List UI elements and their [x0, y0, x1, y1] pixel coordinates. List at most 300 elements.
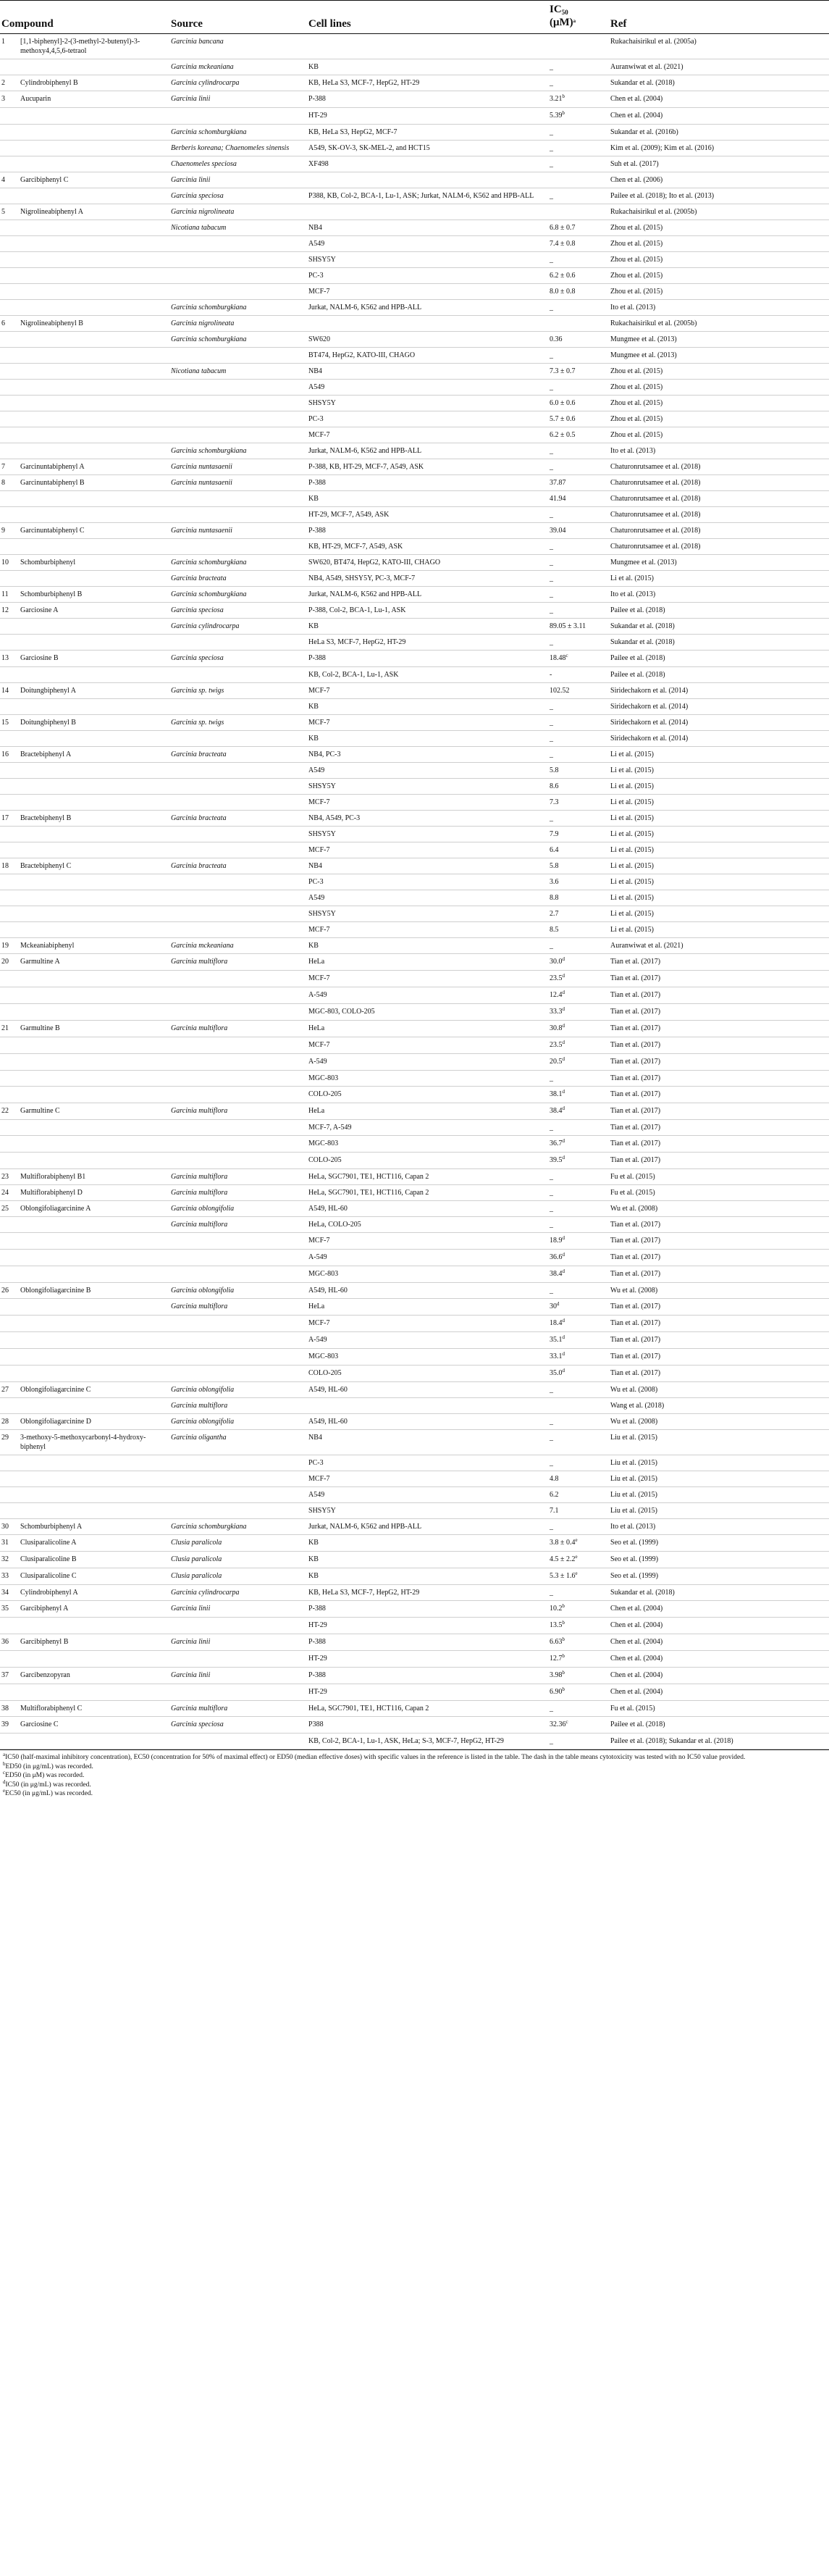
compound-name-text: Garcinuntabiphenyl B — [20, 479, 85, 487]
source-species — [168, 1552, 306, 1568]
reference-text: Liu et al. (2015) — [610, 1507, 657, 1515]
source-species — [168, 475, 306, 491]
cell-lines — [306, 1382, 547, 1398]
ic50-value-text: 89.05 ± 3.11 — [550, 622, 586, 630]
compound-name — [17, 1217, 168, 1233]
compound-number — [0, 427, 17, 443]
compound-number — [0, 507, 17, 523]
table-row — [0, 1651, 829, 1668]
cell-lines-text: BT474, HepG2, KATO-III, CHAGO — [308, 351, 416, 359]
source-species-text: Garcinia linii — [171, 176, 211, 184]
compound-number — [0, 300, 17, 316]
table-row — [0, 1717, 829, 1734]
footnote-mark: b — [3, 1760, 6, 1767]
compound-name — [17, 954, 168, 971]
compound-number-text: 21 — [1, 1024, 9, 1032]
reference — [607, 1717, 829, 1734]
reference — [607, 332, 829, 348]
ic50-value — [547, 91, 607, 108]
reference-text: Rukachaisirikul et al. (2005b) — [610, 208, 697, 216]
ic50-value — [547, 571, 607, 587]
cell-lines-text: A549, HL-60 — [308, 1287, 348, 1295]
reference-text: Mungmee et al. (2013) — [610, 559, 677, 566]
source-species — [168, 380, 306, 396]
ic50-value-text: - — [550, 671, 552, 679]
ic50-value — [547, 1519, 607, 1535]
ic50-value — [547, 1651, 607, 1668]
cell-lines — [306, 1734, 547, 1749]
ic50-value-text: 33.3 — [550, 1008, 563, 1016]
compound-number-text: 39 — [1, 1720, 9, 1728]
source-species-text: Garcinia schomburgkiana — [171, 1523, 247, 1531]
ic50-value-text: _ — [550, 1589, 554, 1597]
ic50-value-text: _ — [550, 1434, 554, 1442]
table-row — [0, 1283, 829, 1299]
ic50-footnote-mark: d — [562, 1268, 565, 1274]
reference — [607, 1601, 829, 1618]
ic50-value-text: _ — [550, 606, 554, 614]
ic50-value-text: _ — [550, 1386, 554, 1394]
cell-lines — [306, 890, 547, 906]
table-row — [0, 635, 829, 651]
ic50-value — [547, 1398, 607, 1414]
cell-lines-text: KB — [308, 495, 319, 503]
compound-number — [0, 1568, 17, 1585]
source-species — [168, 1169, 306, 1185]
ic50-value-text: 102.52 — [550, 687, 570, 695]
reference-text: Tian et al. (2017) — [610, 991, 661, 999]
ic50-value-text: _ — [550, 256, 554, 264]
cell-lines-text: P-388 — [308, 95, 326, 103]
source-species-text: Garcinia schomburgkiana — [171, 559, 247, 566]
footnote-e — [3, 1789, 826, 1799]
ic50-footnote-mark: c — [565, 653, 568, 658]
table-row — [0, 1471, 829, 1487]
compound-name — [17, 1021, 168, 1037]
table-row — [0, 1701, 829, 1717]
table-row — [0, 1153, 829, 1169]
source-species-text: Nicotiana tabacum — [171, 224, 227, 232]
reference-text: Li et al. (2015) — [610, 846, 654, 854]
source-species — [168, 1217, 306, 1233]
compound-number-text: 23 — [1, 1173, 9, 1181]
compound-name — [17, 411, 168, 427]
ic50-value — [547, 236, 607, 252]
reference-text: Mungmee et al. (2013) — [610, 351, 677, 359]
ic50-footnote-mark: b — [562, 1670, 565, 1676]
compound-number — [0, 91, 17, 108]
table-row — [0, 1169, 829, 1185]
table-row — [0, 220, 829, 236]
compound-name — [17, 1071, 168, 1087]
reference — [607, 443, 829, 459]
source-species-text: Garcinia nigrolineata — [171, 208, 235, 216]
table-row — [0, 364, 829, 380]
compound-name — [17, 172, 168, 188]
compound-name — [17, 938, 168, 954]
cell-lines-text: HeLa, COLO-205 — [308, 1221, 361, 1229]
cell-lines — [306, 922, 547, 938]
cell-lines — [306, 1487, 547, 1503]
cell-lines-text: KB, HeLa S3, HepG2, MCF-7 — [308, 128, 397, 136]
ic50-value — [547, 954, 607, 971]
ic50-footnote-mark: d — [562, 1089, 565, 1095]
ic50-value — [547, 1169, 607, 1185]
compound-name — [17, 91, 168, 108]
source-species-text: Garcinia speciosa — [171, 1720, 224, 1728]
ic50-value-text: 7.4 ± 0.8 — [550, 240, 576, 248]
reference — [607, 1430, 829, 1455]
ic50-value — [547, 715, 607, 731]
ic50-footnote-mark: d — [562, 1155, 565, 1161]
reference-text: Li et al. (2015) — [610, 926, 654, 934]
table-row — [0, 971, 829, 987]
compound-name — [17, 380, 168, 396]
reference-text: Tian et al. (2017) — [610, 1124, 661, 1132]
table-row — [0, 1103, 829, 1120]
ic50-value-text: _ — [550, 447, 554, 455]
ic50-value — [547, 987, 607, 1004]
table-row — [0, 1618, 829, 1634]
compound-name — [17, 795, 168, 811]
cell-lines — [306, 1004, 547, 1021]
compound-number-text: 1 — [1, 38, 5, 46]
reference-text: Wu et al. (2008) — [610, 1287, 658, 1295]
cell-lines-text: MCF-7 — [308, 431, 330, 439]
cell-lines — [306, 1071, 547, 1087]
ic50-value — [547, 332, 607, 348]
reference — [607, 1054, 829, 1071]
compound-number — [0, 1087, 17, 1103]
compound-name-text: Oblongifoliagarcinine C — [20, 1386, 91, 1394]
ic50-value-text: 6.2 ± 0.6 — [550, 272, 576, 280]
compound-number — [0, 619, 17, 635]
reference — [607, 1316, 829, 1332]
cell-lines-text: HeLa S3, MCF-7, HepG2, HT-29 — [308, 638, 406, 646]
compound-name — [17, 1651, 168, 1668]
cell-lines — [306, 475, 547, 491]
ic50-value-text: 8.5 — [550, 926, 559, 934]
cell-lines-text: MCF-7 — [308, 926, 330, 934]
compound-name-text: Garcinuntabiphenyl A — [20, 463, 85, 471]
compound-name-text: Bractebiphenyl A — [20, 750, 72, 758]
source-species — [168, 108, 306, 125]
footnote-text: EC50 (in μg/mL) was recorded. — [5, 1790, 93, 1797]
cell-lines-text: A-549 — [308, 991, 327, 999]
reference-text: Liu et al. (2015) — [610, 1491, 657, 1499]
cell-lines-text: HeLa, SGC7901, TE1, HCT116, Capan 2 — [308, 1705, 429, 1713]
footnote-text: IC50 (in μg/mL) was recorded. — [5, 1781, 91, 1789]
source-species — [168, 1037, 306, 1054]
compound-number — [0, 523, 17, 539]
compound-number — [0, 220, 17, 236]
compound-number — [0, 827, 17, 842]
reference-text: Ito et al. (2013) — [610, 590, 656, 598]
reference — [607, 188, 829, 204]
compound-number — [0, 1185, 17, 1201]
source-species — [168, 603, 306, 619]
ic50-footnote-mark: b — [562, 1636, 565, 1642]
footnotes — [0, 1749, 829, 1799]
ic50-value-text: 18.9 — [550, 1237, 563, 1245]
compound-number — [0, 603, 17, 619]
cell-lines — [306, 1169, 547, 1185]
table-row — [0, 1250, 829, 1266]
table-row — [0, 252, 829, 268]
reference-text: Chaturonrutsamee et al. (2018) — [610, 463, 701, 471]
source-species-text: Garcinia cylindrocarpa — [171, 79, 240, 87]
ic50-value — [547, 1087, 607, 1103]
compound-name-text: Clusiparalicoline C — [20, 1572, 77, 1580]
compound-number — [0, 858, 17, 874]
reference — [607, 396, 829, 411]
cell-lines — [306, 491, 547, 507]
ic50-value — [547, 427, 607, 443]
table-row — [0, 1316, 829, 1332]
compound-name — [17, 1634, 168, 1651]
compound-number — [0, 1601, 17, 1618]
ic50-value — [547, 539, 607, 555]
source-species — [168, 890, 306, 906]
compound-name — [17, 1535, 168, 1552]
reference — [607, 1585, 829, 1601]
table-row — [0, 348, 829, 364]
source-species-text: Garcinia mckeaniana — [171, 942, 234, 950]
ic50-value-text: 6.0 ± 0.6 — [550, 399, 576, 407]
ic50-value — [547, 906, 607, 922]
reference — [607, 1283, 829, 1299]
compound-name — [17, 1332, 168, 1349]
compound-number — [0, 1283, 17, 1299]
ic50-footnote-mark: d — [562, 1368, 565, 1373]
table-row — [0, 1552, 829, 1568]
reference-text: Pailee et al. (2018) — [610, 606, 665, 614]
compound-name — [17, 747, 168, 763]
ic50-value — [547, 1618, 607, 1634]
source-species-text: Garcinia nuntasaenii — [171, 527, 232, 535]
compound-name — [17, 156, 168, 172]
reference — [607, 268, 829, 284]
source-species-text: Garcinia sp. twigs — [171, 687, 224, 695]
compound-name-text: Cylindrobiphenyl A — [20, 1589, 78, 1597]
reference — [607, 842, 829, 858]
table-row — [0, 268, 829, 284]
compound-name — [17, 236, 168, 252]
compound-name — [17, 1701, 168, 1717]
compound-number — [0, 1430, 17, 1455]
ic50-value-text: _ — [550, 559, 554, 566]
source-species — [168, 731, 306, 747]
ic50-value-text: 37.87 — [550, 479, 566, 487]
table-row — [0, 1185, 829, 1201]
reference-text: Pailee et al. (2018); Sukandar et al. (2018) — [610, 1737, 733, 1745]
cell-lines — [306, 827, 547, 842]
cell-lines — [306, 1585, 547, 1601]
reference-text: Chaturonrutsamee et al. (2018) — [610, 511, 701, 519]
cell-lines-text: SHSY5Y — [308, 910, 336, 918]
ic50-value — [547, 874, 607, 890]
reference — [607, 747, 829, 763]
source-species — [168, 125, 306, 141]
reference — [607, 459, 829, 475]
source-species — [168, 220, 306, 236]
cell-lines — [306, 316, 547, 332]
source-species — [168, 1668, 306, 1684]
compound-name — [17, 1169, 168, 1185]
cell-lines — [306, 571, 547, 587]
cell-lines — [306, 1349, 547, 1366]
cell-lines — [306, 651, 547, 667]
compound-number — [0, 1701, 17, 1717]
ic50-value-text: _ — [550, 1189, 554, 1197]
cell-lines-text: SW620, BT474, HepG2, KATO-III, CHAGO — [308, 559, 441, 566]
source-species — [168, 1332, 306, 1349]
table-row — [0, 874, 829, 890]
compound-number — [0, 172, 17, 188]
source-species — [168, 747, 306, 763]
reference-text: Fu et al. (2015) — [610, 1189, 655, 1197]
ic50-value — [547, 1185, 607, 1201]
reference — [607, 922, 829, 938]
table-row — [0, 523, 829, 539]
source-species — [168, 1414, 306, 1430]
compound-number — [0, 59, 17, 75]
compound-name-text: Garmultine A — [20, 958, 60, 966]
table-row — [0, 396, 829, 411]
reference — [607, 731, 829, 747]
source-species — [168, 300, 306, 316]
reference-text: Wang et al. (2018) — [610, 1402, 665, 1410]
cell-lines — [306, 1153, 547, 1169]
reference — [607, 1299, 829, 1316]
reference — [607, 125, 829, 141]
compound-number — [0, 555, 17, 571]
reference-text: Wu et al. (2008) — [610, 1418, 658, 1426]
compound-name — [17, 811, 168, 827]
cell-lines-text: P-388, KB, HT-29, MCF-7, A549, ASK — [308, 463, 424, 471]
reference — [607, 91, 829, 108]
cell-lines — [306, 938, 547, 954]
ic50-value — [547, 252, 607, 268]
reference-text: Chen et al. (2004) — [610, 1688, 663, 1696]
ic50-value-text: 8.6 — [550, 782, 559, 790]
ic50-value — [547, 1414, 607, 1430]
ic50-value-text: _ — [550, 192, 554, 200]
cell-lines-text: MCF-7 — [308, 1475, 330, 1483]
cell-lines-text: A549 — [308, 240, 325, 248]
compound-name-text: Oblongifoliagarcinine B — [20, 1287, 91, 1295]
cell-lines-text: P388, KB, Col-2, BCA-1, Lu-1, ASK; Jurkat, NALM-6, K562 and HPB-ALL — [308, 192, 534, 200]
ic50-value — [547, 779, 607, 795]
compound-name-text: Schomburbiphenyl B — [20, 590, 83, 598]
source-species — [168, 1071, 306, 1087]
cell-lines — [306, 1701, 547, 1717]
compound-number — [0, 1519, 17, 1535]
source-species-text: Garcinia bracteata — [171, 862, 227, 870]
reference-text: Tian et al. (2017) — [610, 958, 661, 966]
cell-lines-text: XF498 — [308, 160, 329, 168]
cell-lines-text: KB, HT-29, MCF-7, A549, ASK — [308, 543, 403, 551]
compound-name — [17, 59, 168, 75]
compound-number — [0, 1503, 17, 1519]
reference-text: Seo et al. (1999) — [610, 1572, 659, 1580]
ic50-value-text: 13.5 — [550, 1621, 563, 1629]
compound-number-text: 24 — [1, 1189, 9, 1197]
ic50-value — [547, 555, 607, 571]
reference-text: Sukandar et al. (2018) — [610, 79, 675, 87]
compound-name-text: [1,1-biphenyl]-2-(3-methyl-2-butenyl)-3-methoxy4,4,5,6-tetraol — [20, 38, 140, 55]
cell-lines — [306, 1717, 547, 1734]
ic50-value-text: _ — [550, 543, 554, 551]
reference — [607, 683, 829, 699]
ic50-value — [547, 1071, 607, 1087]
compound-number — [0, 922, 17, 938]
compound-name — [17, 220, 168, 236]
table-row — [0, 1233, 829, 1250]
compound-number — [0, 651, 17, 667]
ic50-footnote-mark: d — [557, 1301, 560, 1307]
table-row — [0, 1366, 829, 1382]
ic50-footnote-mark: d — [562, 1138, 565, 1144]
cell-lines-text: NB4, A549, SHSY5Y, PC-3, MCF-7 — [308, 574, 416, 582]
table-row — [0, 683, 829, 699]
ic50-value — [547, 651, 607, 667]
ic50-value — [547, 75, 607, 91]
source-species — [168, 795, 306, 811]
compound-name — [17, 1316, 168, 1332]
table-row — [0, 1382, 829, 1398]
compound-number — [0, 971, 17, 987]
table-row — [0, 59, 829, 75]
reference — [607, 763, 829, 779]
table-row — [0, 1037, 829, 1054]
compound-number — [0, 1071, 17, 1087]
ic50-value — [547, 1471, 607, 1487]
cell-lines — [306, 1398, 547, 1414]
ic50-value-text: 7.9 — [550, 830, 559, 838]
compound-number — [0, 747, 17, 763]
cell-lines-text: MCF-7 — [308, 974, 330, 982]
table-row — [0, 1087, 829, 1103]
ic50-value-text: 30.8 — [550, 1024, 563, 1032]
compound-name-text: Garcibiphenyl C — [20, 176, 69, 184]
cell-lines — [306, 1430, 547, 1455]
cell-lines — [306, 284, 547, 300]
reference-text: Zhou et al. (2015) — [610, 288, 663, 296]
ic50-value — [547, 348, 607, 364]
table-row — [0, 987, 829, 1004]
compound-number — [0, 1349, 17, 1366]
cell-lines-text: HeLa, SGC7901, TE1, HCT116, Capan 2 — [308, 1189, 429, 1197]
ic50-value — [547, 1004, 607, 1021]
ic50-value-text: 3.6 — [550, 878, 559, 886]
source-species — [168, 1004, 306, 1021]
source-species-text: Garcinia multiflora — [171, 1173, 228, 1181]
compound-name — [17, 1103, 168, 1120]
source-species-text: Garcinia speciosa — [171, 654, 224, 662]
compound-name — [17, 332, 168, 348]
cell-lines — [306, 1552, 547, 1568]
ic50-value-text: 35.0 — [550, 1369, 563, 1377]
cell-lines — [306, 1519, 547, 1535]
reference — [607, 571, 829, 587]
ic50-value — [547, 587, 607, 603]
source-species — [168, 1471, 306, 1487]
reference — [607, 1153, 829, 1169]
ic50-value — [547, 811, 607, 827]
compound-number — [0, 1398, 17, 1414]
compound-number — [0, 188, 17, 204]
